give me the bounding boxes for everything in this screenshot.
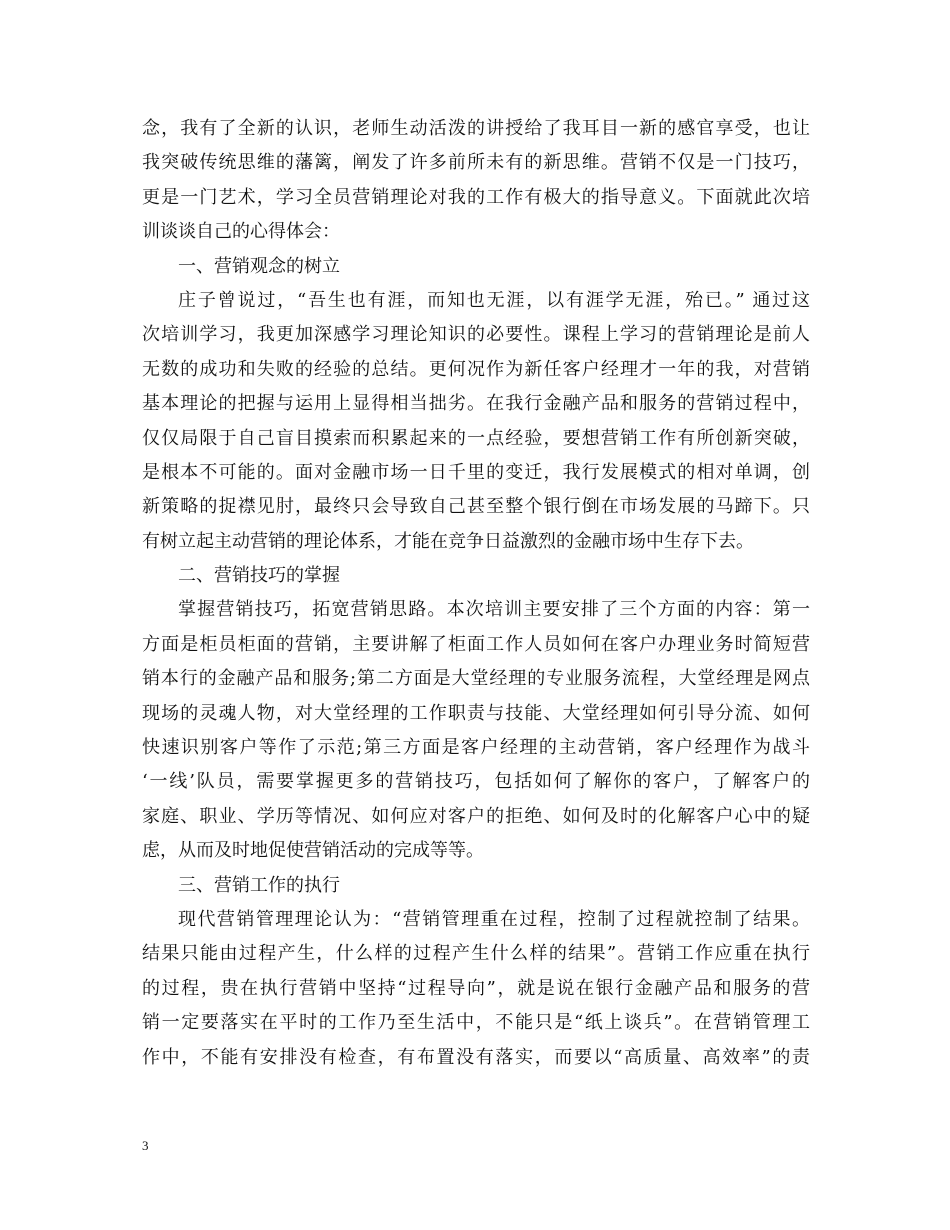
text-line: 无数的成功和失败的经验的总结。更何况作为新任客户经理才一年的我，对营销 [142, 358, 810, 380]
text-line: 念，我有了全新的认识，老师生动活泼的讲授给了我耳目一新的感官享受，也让 [142, 118, 810, 139]
text-line: 掌握营销技巧，拓宽营销思路。本次培训主要安排了三个方面的内容：第一 [178, 599, 810, 621]
text-line: 是根本不可能的。面对金融市场一日千里的变迁，我行发展模式的相对单调，创 [142, 461, 810, 483]
text-line: 的过程，贵在执行营销中坚持“过程导向”，就是说在银行金融产品和服务的营 [142, 977, 810, 999]
text-line: 庄子曾说过，“吾生也有涯，而知也无涯，以有涯学无涯，殆已。” 通过这 [178, 289, 810, 311]
text-line: 训谈谈自己的心得体会： [142, 221, 340, 243]
text-line: ‘一线’队员，需要掌握更多的营销技巧，包括如何了解你的客户，了解客户的 [142, 771, 810, 793]
section-heading: 一、营销观念的树立 [178, 255, 340, 277]
text-line: 仅仅局限于自己盲目摸索而积累起来的一点经验，要想营销工作有所创新突破， [142, 427, 810, 449]
text-line: 作中，不能有安排没有检查，有布置没有落实，而要以“高质量、高效率”的责 [142, 1046, 810, 1068]
text-line: 虑，从而及时地促使营销活动的完成等等。 [142, 840, 484, 862]
text-line: 方面是柜员柜面的营销，主要讲解了柜面工作人员如何在客户办理业务时简短营 [142, 633, 810, 655]
text-line: 销一定要落实在平时的工作乃至生活中，不能只是“纸上谈兵”。在营销管理工 [142, 1012, 810, 1034]
text-line: 有树立起主动营销的理论体系，才能在竞争日益激烈的金融市场中生存下去。 [142, 530, 754, 552]
text-line: 现代营销管理理论认为：“营销管理重在过程，控制了过程就控制了结果。 [178, 908, 810, 930]
text-line: 快速识别客户等作了示范;第三方面是客户经理的主动营销，客户经理作为战斗 [142, 737, 810, 759]
document-body [142, 112, 810, 1075]
text-line: 次培训学习，我更加深感学习理论知识的必要性。课程上学习的营销理论是前人 [142, 324, 810, 346]
section-heading: 二、营销技巧的掌握 [178, 565, 340, 587]
text-line: 新策略的捉襟见肘，最终只会导致自己甚至整个银行倒在市场发展的马蹄下。只 [142, 496, 810, 518]
page-number: 3 [142, 1138, 149, 1153]
text-line: 基本理论的把握与运用上显得相当拙劣。在我行金融产品和服务的营销过程中， [142, 393, 810, 415]
text-line: 现场的灵魂人物，对大堂经理的工作职责与技能、大堂经理如何引导分流、如何 [142, 702, 810, 724]
text-line: 家庭、职业、学历等情况、如何应对客户的拒绝、如何及时的化解客户心中的疑 [142, 805, 810, 827]
text-line: 结果只能由过程产生，什么样的过程产生什么样的结果”。营销工作应重在执行 [142, 943, 810, 965]
text-line: 更是一门艺术，学习全员营销理论对我的工作有极大的指导意义。下面就此次培 [142, 186, 810, 208]
text-line: 销本行的金融产品和服务;第二方面是大堂经理的专业服务流程，大堂经理是网点 [142, 668, 810, 690]
section-heading: 三、营销工作的执行 [178, 874, 340, 896]
text-line: 我突破传统思维的藩篱，阐发了许多前所未有的新思维。营销不仅是一门技巧， [142, 152, 810, 174]
